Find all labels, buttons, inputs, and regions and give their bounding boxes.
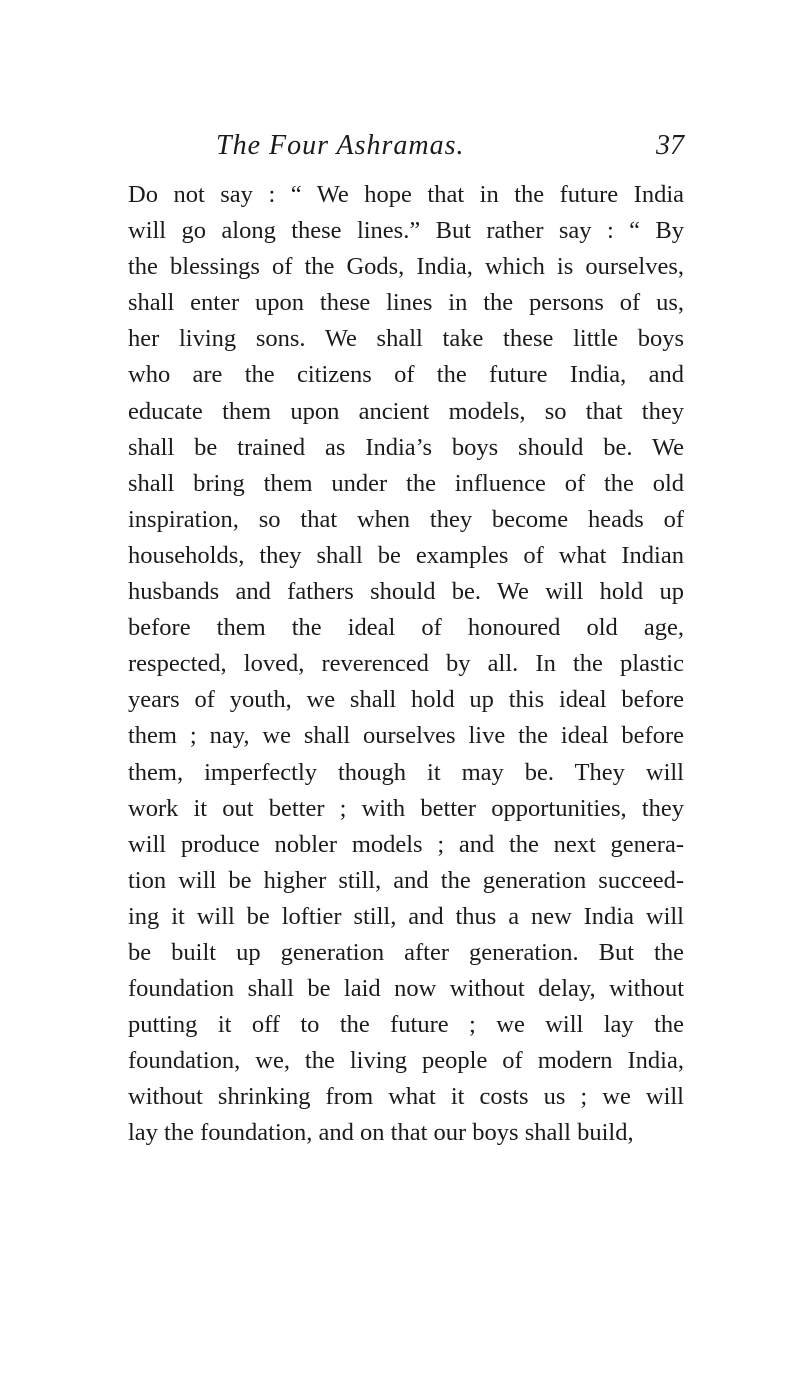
text-line: ing it will be loftier still, and thus a new India will xyxy=(128,902,684,930)
text-line: shall be trained as India’s boys should be. We xyxy=(128,433,684,461)
running-head xyxy=(216,126,684,166)
text-line: them ; nay, we shall ourselves live the ideal before xyxy=(128,722,684,750)
text-line: shall enter upon these lines in the persons of us, xyxy=(128,289,684,317)
text-line: educate them upon ancient models, so that they xyxy=(128,397,684,425)
running-title: The Four Ashramas. xyxy=(216,130,465,161)
text-line: before them the ideal of honoured old age, xyxy=(128,614,684,642)
text-line: tion will be higher still, and the generation succeed- xyxy=(128,866,684,894)
page-number: 37 xyxy=(656,130,684,161)
text-line: without shrinking from what it costs us ; we will xyxy=(128,1083,684,1111)
text-line: her living sons. We shall take these little boys xyxy=(128,325,684,353)
text-line: be built up generation after generation. But the xyxy=(128,938,684,966)
body-text xyxy=(128,177,684,1152)
text-line: respected, loved, reverenced by all. In the plastic xyxy=(128,650,684,678)
text-line: will go along these lines.” But rather say : “ By xyxy=(128,217,684,245)
text-line: husbands and fathers should be. We will hold up xyxy=(128,578,684,606)
text-line: foundation shall be laid now without delay, without xyxy=(128,975,684,1003)
text-line: years of youth, we shall hold up this ideal before xyxy=(128,686,684,714)
text-line: them, imperfectly though it may be. They will xyxy=(128,758,684,786)
text-line: work it out better ; with better opportunities, they xyxy=(128,794,684,822)
text-line: Do not say : “ We hope that in the future India xyxy=(128,181,684,208)
text-line: who are the citizens of the future India, and xyxy=(128,361,684,389)
text-line: the blessings of the Gods, India, which is ourselves, xyxy=(128,253,684,281)
text-line: lay the foundation, and on that our boys shall build, xyxy=(128,1119,634,1147)
text-line: foundation, we, the living people of modern India, xyxy=(128,1047,684,1075)
text-line: shall bring them under the influence of the old xyxy=(128,469,684,497)
text-line: inspiration, so that when they become heads of xyxy=(128,505,684,533)
text-line: will produce nobler models ; and the next genera- xyxy=(128,830,684,858)
text-line: putting it off to the future ; we will lay the xyxy=(128,1011,684,1039)
text-line: households, they shall be examples of what Indian xyxy=(128,541,684,569)
